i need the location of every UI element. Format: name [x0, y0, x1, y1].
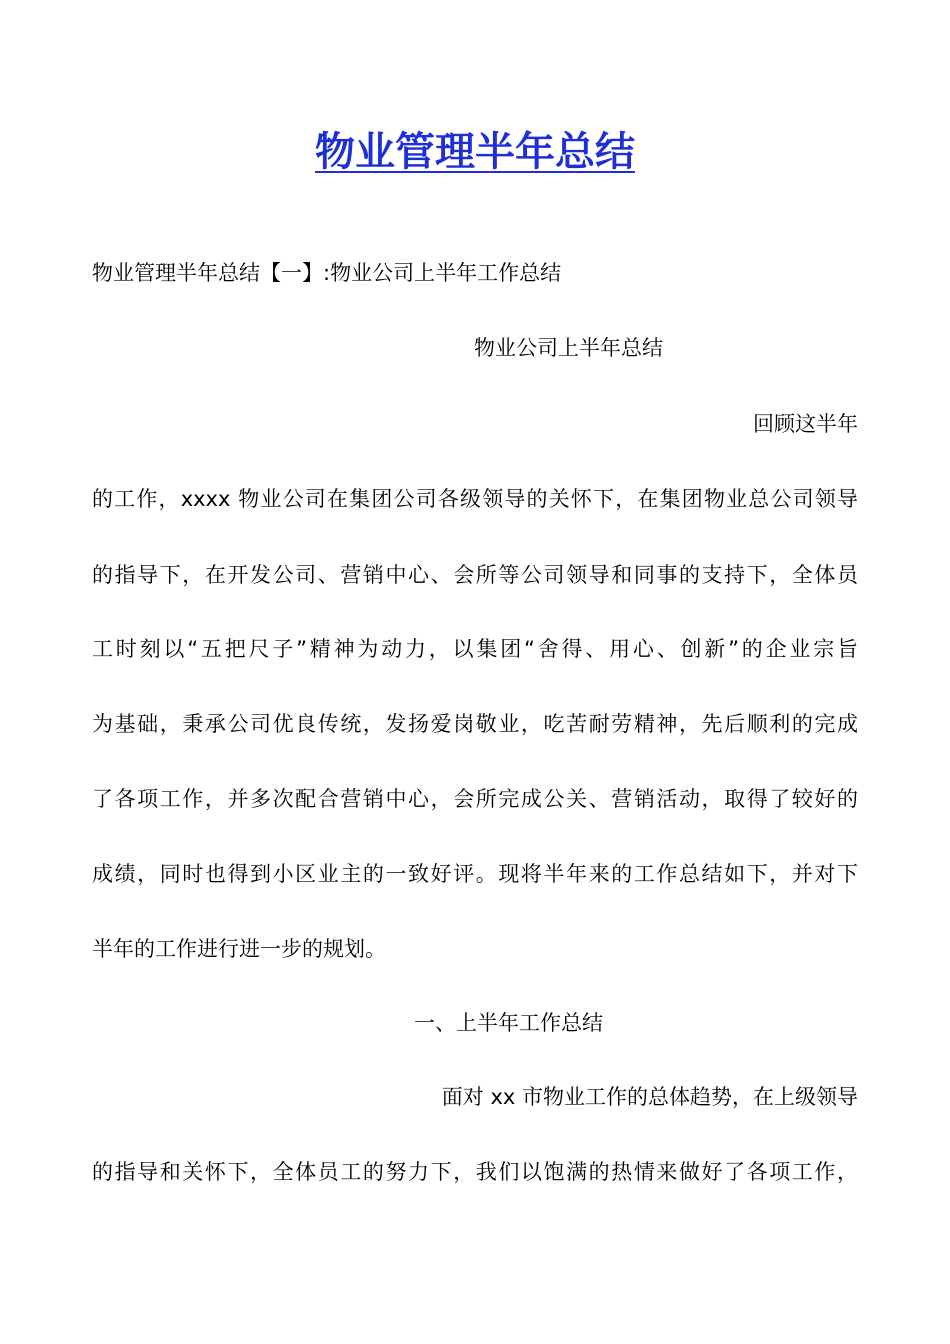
paragraph-line: 成绩，同时也得到小区业主的一致好评。现将半年来的工作总结如下，并对下	[92, 862, 858, 886]
paragraph-line: 的指导下，在开发公司、营销中心、会所等公司领导和同事的支持下，全体员	[92, 563, 858, 587]
paragraph-line: 面对 xx 市物业工作的总体趋势，在上级领导	[441, 1085, 858, 1109]
document-title: 物业管理半年总结	[315, 128, 635, 175]
section-heading-line: 物业管理半年总结【一】:物业公司上半年工作总结	[92, 261, 562, 285]
paragraph-line: 为基础，秉承公司优良传统，发扬爱岗敬业，吃苦耐劳精神，先后顺利的完成	[92, 712, 858, 736]
paragraph-line: 的指导和关怀下，全体员工的努力下，我们以饱满的热情来做好了各项工作，	[92, 1160, 858, 1184]
paragraph-line: 半年的工作进行进一步的规划。	[92, 937, 386, 961]
paragraph-line: 的工作，xxxx 物业公司在集团公司各级领导的关怀下，在集团物业总公司领导	[92, 487, 858, 511]
paragraph-line: 了各项工作，并多次配合营销中心，会所完成公关、营销活动，取得了较好的	[92, 787, 858, 811]
paragraph-line: 工时刻以“五把尺子”精神为动力，以集团“舍得、用心、创新”的企业宗旨	[92, 637, 858, 661]
section-heading-line: 一、上半年工作总结	[414, 1011, 603, 1035]
paragraph-line: 回顾这半年	[753, 412, 858, 436]
subtitle-line: 物业公司上半年总结	[474, 336, 663, 360]
